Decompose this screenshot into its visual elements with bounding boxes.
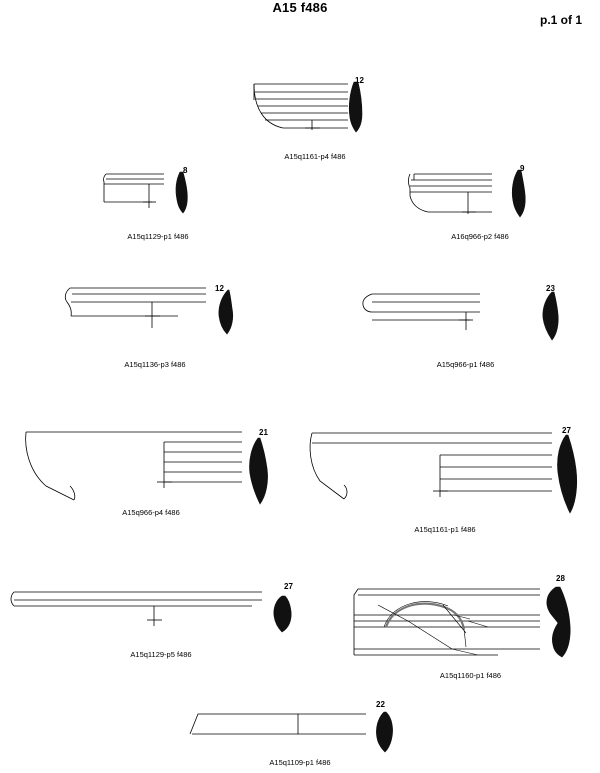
fabric-number-7: 27 [562, 426, 571, 435]
fabric-number-3: 9 [520, 164, 525, 173]
fabric-number-2: 8 [183, 166, 188, 175]
figure-drawing-2 [98, 166, 218, 244]
fabric-number-9: 28 [556, 574, 565, 583]
figure-drawing-3 [406, 166, 554, 244]
figure-label-8: A15q1129-p5 f486 [130, 650, 192, 659]
figure-drawing-5 [358, 280, 573, 370]
figure-drawing-6 [16, 420, 286, 520]
page-number: p.1 of 1 [539, 13, 582, 27]
figure-drawing-10 [180, 700, 420, 770]
figure-label-9: A15q1160-p1 f486 [439, 671, 502, 680]
fabric-number-1: 12 [355, 76, 364, 85]
figure-label-10: A15q1109-p1 f486 [269, 758, 331, 767]
figure-label-5: A15q966-p1 f486 [436, 360, 495, 369]
fabric-number-10: 22 [376, 700, 385, 709]
figure-label-7: A15q1161-p1 f486 [414, 525, 476, 534]
figure-drawing-8 [6, 578, 316, 668]
fabric-number-6: 21 [259, 428, 268, 437]
fabric-number-4: 12 [215, 284, 224, 293]
figure-label-6: A15q966-p4 f486 [122, 508, 180, 517]
figure-label-1: A15q1161-p4 f486 [284, 152, 346, 161]
figure-label-4: A15q1136-p3 f486 [124, 360, 186, 369]
fabric-number-5: 23 [546, 284, 555, 293]
figure-label-2: A15q1129-p1 f486 [127, 232, 189, 241]
figure-drawing-9 [348, 575, 593, 685]
page-title: A15 f486 [272, 0, 328, 15]
fabric-number-8: 27 [284, 582, 293, 591]
figure-label-3: A16q966-p2 f486 [451, 232, 509, 241]
figure-drawing-4 [60, 280, 250, 370]
figure-drawing-7 [300, 425, 590, 535]
figure-drawing-1 [250, 76, 380, 161]
